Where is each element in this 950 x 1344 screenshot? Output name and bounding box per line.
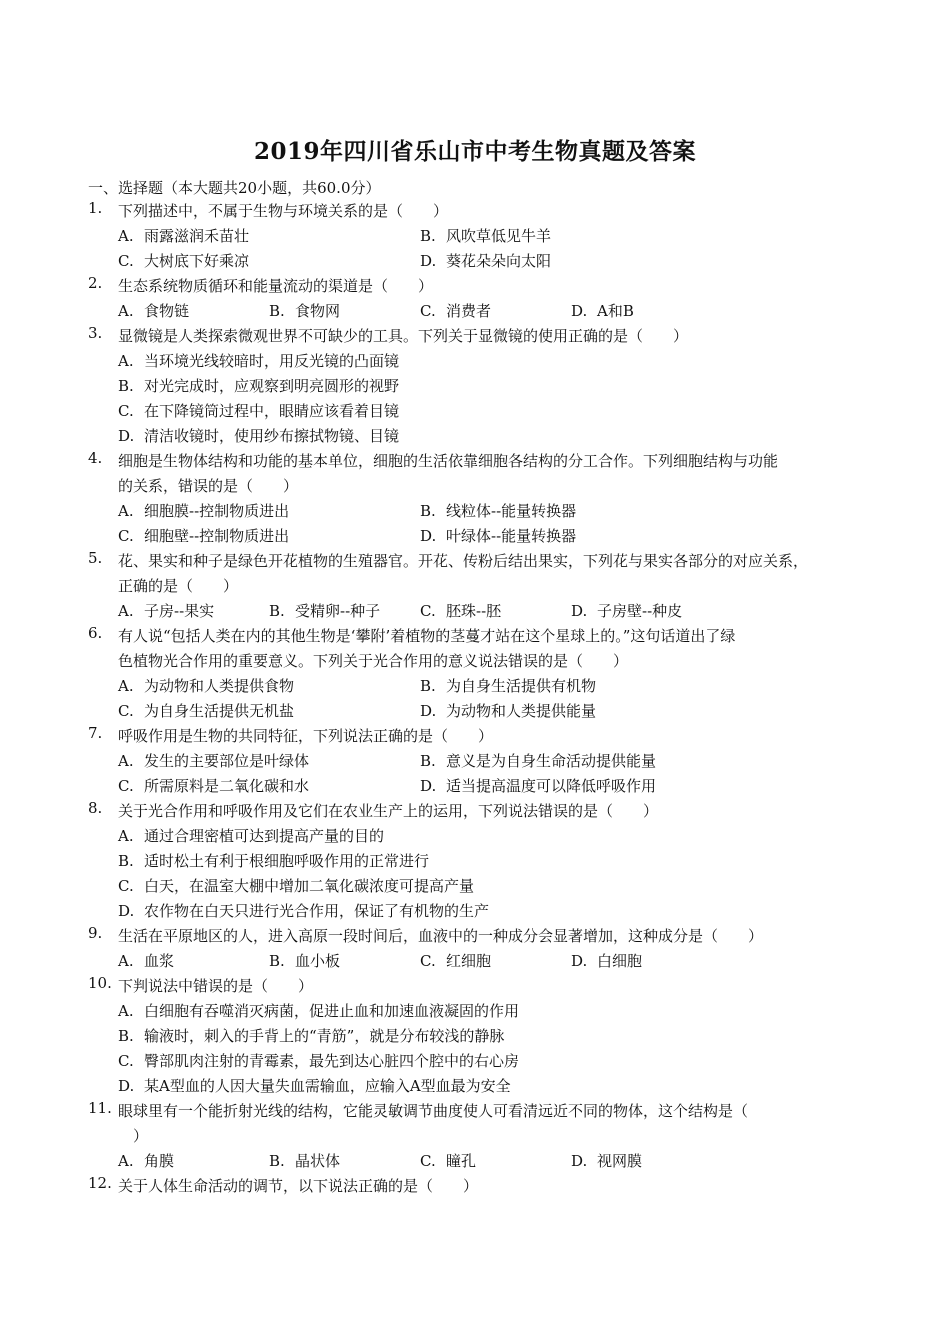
option-row <box>118 249 878 274</box>
question-stem-line: 有人说“包括人类在内的其他生物是‘攀附’着植物的茎蔓才站在这个星球上的。”这句话道出了绿 <box>118 627 736 645</box>
option-letter: B. <box>118 852 134 870</box>
option-row <box>118 1149 878 1174</box>
option-letter: A. <box>118 952 134 970</box>
option-text: 受精卵--种子 <box>295 602 381 620</box>
option-letter: B. <box>420 677 436 695</box>
option-text: 为自身生活提供无机盐 <box>144 702 295 720</box>
question-item <box>88 199 878 274</box>
option-letter: B. <box>269 302 285 320</box>
option-text: 血小板 <box>295 952 341 970</box>
answer-option <box>269 299 340 324</box>
option-text: 为动物和人类提供能量 <box>446 702 597 720</box>
option-text: 细胞壁--控制物质进出 <box>144 527 290 545</box>
option-row <box>118 374 878 399</box>
answer-option <box>269 949 340 974</box>
option-text: 子房壁--种皮 <box>597 602 683 620</box>
option-letter: C. <box>420 952 436 970</box>
option-text: 风吹草低见牛羊 <box>446 227 552 245</box>
option-text: 雨露滋润禾苗壮 <box>144 227 250 245</box>
question-number: 7. <box>88 724 103 742</box>
answer-option <box>420 299 491 324</box>
option-row <box>118 699 878 724</box>
question-item <box>88 724 878 799</box>
answer-option <box>118 524 289 549</box>
answer-option <box>118 224 249 249</box>
option-letter: B. <box>420 502 436 520</box>
option-letter: C. <box>420 602 436 620</box>
option-row <box>118 824 878 849</box>
option-letter: C. <box>118 877 134 895</box>
option-letter: C. <box>118 527 134 545</box>
question-stem-line: 生活在平原地区的人，进入高原一段时间后，血液中的一种成分会显著增加，这种成分是（ ） <box>118 927 764 945</box>
option-letter: A. <box>118 227 134 245</box>
option-row <box>118 774 878 799</box>
question-item <box>88 549 878 624</box>
question-number: 9. <box>88 924 103 942</box>
option-text: 发生的主要部位是叶绿体 <box>144 752 310 770</box>
question-stem <box>118 724 878 749</box>
option-text: 输液时，刺入的手背上的“青筋”，就是分布较浅的静脉 <box>144 1027 505 1045</box>
option-text: 为动物和人类提供食物 <box>144 677 295 695</box>
answer-option <box>420 599 501 624</box>
option-row <box>118 1049 878 1074</box>
option-text: 子房--果实 <box>144 602 215 620</box>
question-stem-line: 的关系，错误的是（ ） <box>118 477 299 495</box>
option-text: 角膜 <box>144 1152 175 1170</box>
option-text: 细胞膜--控制物质进出 <box>144 502 290 520</box>
answer-option <box>118 849 429 874</box>
question-item <box>88 974 878 1099</box>
question-number: 12. <box>88 1174 112 1192</box>
question-stem <box>118 924 878 949</box>
answer-option <box>118 599 214 624</box>
option-text: 消费者 <box>446 302 492 320</box>
question-stem-line: 色植物光合作用的重要意义。下列关于光合作用的意义说法错误的是（ ） <box>118 652 629 670</box>
question-item <box>88 624 878 724</box>
option-letter: A. <box>118 352 134 370</box>
answer-option <box>118 499 289 524</box>
answer-option <box>571 599 682 624</box>
question-number: 4. <box>88 449 103 467</box>
option-text: 白细胞有吞噬消灭病菌，促进止血和加速血液凝固的作用 <box>144 1002 520 1020</box>
question-number: 10. <box>88 974 112 992</box>
question-number: 11. <box>88 1099 112 1117</box>
answer-option <box>118 1024 504 1049</box>
option-row <box>118 499 878 524</box>
option-text: 对光完成时，应观察到明亮圆形的视野 <box>144 377 400 395</box>
option-letter: B. <box>269 602 285 620</box>
option-row <box>118 349 878 374</box>
option-letter: C. <box>118 1052 134 1070</box>
question-stem <box>118 799 878 824</box>
option-letter: A. <box>118 602 134 620</box>
option-letter: D. <box>118 427 135 445</box>
option-text: 胚珠--胚 <box>446 602 502 620</box>
answer-option <box>118 424 399 449</box>
option-text: A和B <box>597 302 634 320</box>
question-stem-line: 正确的是（ ） <box>118 577 239 595</box>
question-stem-line: 下列描述中，不属于生物与环境关系的是（ ） <box>118 202 449 220</box>
answer-option <box>118 399 399 424</box>
option-letter: C. <box>420 1152 436 1170</box>
question-stem-line: 下判说法中错误的是（ ） <box>118 977 314 995</box>
option-row <box>118 949 878 974</box>
question-stem <box>118 624 878 674</box>
option-row <box>118 849 878 874</box>
question-stem <box>118 549 878 599</box>
answer-option <box>118 299 189 324</box>
question-stem-line: ） <box>118 1127 149 1145</box>
option-text: 视网膜 <box>597 1152 643 1170</box>
answer-option <box>118 874 474 899</box>
option-letter: B. <box>118 1027 134 1045</box>
question-stem-line: 呼吸作用是生物的共同特征，下列说法正确的是（ ） <box>118 727 494 745</box>
option-letter: C. <box>118 252 134 270</box>
option-letter: C. <box>420 302 436 320</box>
question-stem <box>118 1099 878 1149</box>
option-letter: A. <box>118 302 134 320</box>
option-row <box>118 399 878 424</box>
answer-option <box>118 949 174 974</box>
option-letter: B. <box>269 1152 285 1170</box>
option-row <box>118 424 878 449</box>
option-text: 食物链 <box>144 302 190 320</box>
option-letter: A. <box>118 827 134 845</box>
option-text: 白细胞 <box>597 952 643 970</box>
option-text: 红细胞 <box>446 952 492 970</box>
question-item <box>88 799 878 924</box>
option-row <box>118 874 878 899</box>
option-letter: D. <box>420 527 437 545</box>
option-text: 所需原料是二氧化碳和水 <box>144 777 310 795</box>
answer-option <box>420 1149 476 1174</box>
option-text: 线粒体--能量转换器 <box>446 502 577 520</box>
answer-option <box>420 949 491 974</box>
answer-option <box>118 749 309 774</box>
question-item <box>88 1174 878 1199</box>
question-number: 2. <box>88 274 103 292</box>
option-text: 白天，在温室大棚中增加二氧化碳浓度可提高产量 <box>144 877 475 895</box>
option-letter: A. <box>118 677 134 695</box>
answer-option <box>118 699 294 724</box>
option-text: 臀部肌肉注射的青霉素，最先到达心脏四个腔中的右心房 <box>144 1052 520 1070</box>
option-text: 血浆 <box>144 952 175 970</box>
answer-option <box>269 1149 340 1174</box>
answer-option <box>118 374 399 399</box>
question-stem <box>118 449 878 499</box>
question-stem <box>118 274 878 299</box>
answer-option <box>118 249 249 274</box>
question-stem-line: 细胞是生物体结构和功能的基本单位，细胞的生活依靠细胞各结构的分工合作。下列细胞结构与功能 <box>118 452 779 470</box>
option-letter: B. <box>118 377 134 395</box>
answer-option <box>420 674 596 699</box>
option-row <box>118 999 878 1024</box>
option-letter: A. <box>118 1002 134 1020</box>
question-item <box>88 1099 878 1174</box>
answer-option <box>571 949 642 974</box>
question-stem-line: 显微镜是人类探索微观世界不可缺少的工具。下列关于显微镜的使用正确的是（ ） <box>118 327 689 345</box>
option-text: 当环境光线较暗时，用反光镜的凸面镜 <box>144 352 400 370</box>
option-letter: D. <box>420 702 437 720</box>
option-text: 叶绿体--能量转换器 <box>446 527 577 545</box>
answer-option <box>420 774 656 799</box>
option-letter: C. <box>118 777 134 795</box>
answer-option <box>420 224 551 249</box>
page-title: 2019年四川省乐山市中考生物真题及答案 <box>253 138 696 165</box>
option-letter: D. <box>571 302 588 320</box>
question-stem-line: 生态系统物质循环和能量流动的渠道是（ ） <box>118 277 434 295</box>
section-heading: 一、选择题（本大题共20小题，共60.0分） <box>88 179 381 197</box>
answer-option <box>118 1149 174 1174</box>
option-text: 瞳孔 <box>446 1152 477 1170</box>
answer-option <box>420 749 656 774</box>
answer-option <box>118 1049 519 1074</box>
option-row <box>118 899 878 924</box>
answer-option <box>118 899 489 924</box>
question-stem-line: 关于光合作用和呼吸作用及它们在农业生产上的运用，下列说法错误的是（ ） <box>118 802 659 820</box>
answer-option <box>118 1074 511 1099</box>
question-number: 6. <box>88 624 103 642</box>
option-text: 农作物在白天只进行光合作用，保证了有机物的生产 <box>144 902 490 920</box>
question-item <box>88 924 878 974</box>
question-item <box>88 324 878 449</box>
answer-option <box>571 299 634 324</box>
option-text: 为自身生活提供有机物 <box>446 677 597 695</box>
answer-option <box>420 524 576 549</box>
option-letter: C. <box>118 702 134 720</box>
question-number: 1. <box>88 199 103 217</box>
question-stem-line: 花、果实和种子是绿色开花植物的生殖器官。开花、传粉后结出果实，下列花与果实各部分的对应关系， <box>118 552 809 570</box>
answer-option <box>571 1149 642 1174</box>
option-row <box>118 524 878 549</box>
option-letter: D. <box>118 902 135 920</box>
option-text: 适当提高温度可以降低呼吸作用 <box>446 777 657 795</box>
option-text: 晶状体 <box>295 1152 341 1170</box>
option-letter: D. <box>420 777 437 795</box>
option-row <box>118 1024 878 1049</box>
option-letter: D. <box>118 1077 135 1095</box>
answer-option <box>118 774 309 799</box>
option-row <box>118 749 878 774</box>
option-letter: D. <box>571 1152 588 1170</box>
option-letter: D. <box>571 602 588 620</box>
answer-option <box>118 674 294 699</box>
question-stem <box>118 974 878 999</box>
option-row <box>118 674 878 699</box>
option-text: 在下降镜筒过程中，眼睛应该看着目镜 <box>144 402 400 420</box>
option-letter: C. <box>118 402 134 420</box>
option-row <box>118 299 878 324</box>
option-letter: D. <box>571 952 588 970</box>
option-letter: B. <box>269 952 285 970</box>
option-letter: B. <box>420 752 436 770</box>
option-text: 通过合理密植可达到提高产量的目的 <box>144 827 385 845</box>
option-text: 食物网 <box>295 302 341 320</box>
option-text: 适时松土有利于根细胞呼吸作用的正常进行 <box>144 852 430 870</box>
answer-option <box>118 999 519 1024</box>
answer-option <box>420 249 551 274</box>
question-item <box>88 449 878 549</box>
question-stem-line: 关于人体生命活动的调节，以下说法正确的是（ ） <box>118 1177 479 1195</box>
option-text: 清洁收镜时，使用纱布擦拭物镜、目镜 <box>144 427 400 445</box>
answer-option <box>420 499 576 524</box>
answer-option <box>420 699 596 724</box>
question-stem <box>118 324 878 349</box>
option-text: 某A型血的人因大量失血需输血，应输入A型血最为安全 <box>144 1077 511 1095</box>
question-number: 8. <box>88 799 103 817</box>
option-row <box>118 1074 878 1099</box>
question-item <box>88 274 878 324</box>
answer-option <box>118 349 399 374</box>
option-letter: B. <box>420 227 436 245</box>
question-stem <box>118 1174 878 1199</box>
option-letter: A. <box>118 752 134 770</box>
question-number: 3. <box>88 324 103 342</box>
option-row <box>118 224 878 249</box>
option-row <box>118 599 878 624</box>
option-text: 意义是为自身生命活动提供能量 <box>446 752 657 770</box>
option-text: 大树底下好乘凉 <box>144 252 250 270</box>
question-number: 5. <box>88 549 103 567</box>
option-letter: A. <box>118 502 134 520</box>
option-text: 葵花朵朵向太阳 <box>446 252 552 270</box>
option-letter: D. <box>420 252 437 270</box>
answer-option <box>269 599 380 624</box>
question-stem <box>118 199 878 224</box>
answer-option <box>118 824 384 849</box>
question-stem-line: 眼球里有一个能折射光线的结构，它能灵敏调节曲度使人可看清远近不同的物体，这个结构是（ <box>118 1102 749 1120</box>
option-letter: A. <box>118 1152 134 1170</box>
